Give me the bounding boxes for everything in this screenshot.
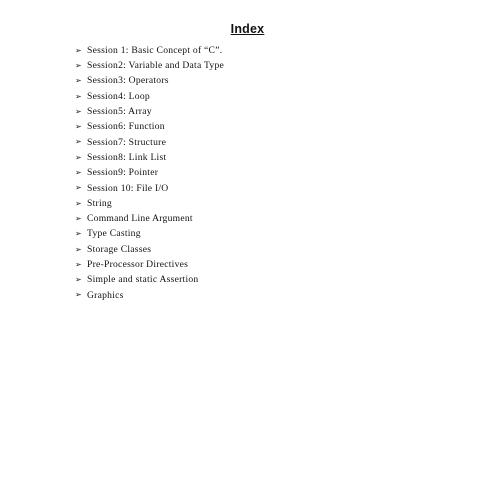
index-item — [75, 119, 224, 134]
index-item — [75, 135, 224, 150]
arrowhead-bullet-icon: ➢ — [75, 60, 82, 70]
index-item — [75, 288, 224, 303]
index-item-label: Graphics — [87, 289, 124, 301]
arrowhead-bullet-icon: ➢ — [75, 122, 82, 132]
arrowhead-bullet-icon: ➢ — [75, 275, 82, 285]
arrowhead-bullet-icon: ➢ — [75, 106, 82, 116]
index-item — [75, 58, 224, 73]
index-item-label: String — [87, 197, 112, 209]
index-item-label: Session5: Array — [87, 106, 152, 118]
arrowhead-bullet-icon: ➢ — [75, 168, 82, 178]
arrowhead-bullet-icon: ➢ — [75, 137, 82, 147]
index-item-label: Session4: Loop — [87, 90, 150, 102]
arrowhead-bullet-icon: ➢ — [75, 229, 82, 239]
index-list — [75, 43, 224, 303]
index-item — [75, 43, 224, 58]
arrowhead-bullet-icon: ➢ — [75, 45, 82, 55]
index-item-label: Command Line Argument — [87, 213, 193, 225]
index-item — [75, 89, 224, 104]
arrowhead-bullet-icon: ➢ — [75, 290, 82, 300]
page-title: Index — [230, 22, 265, 36]
index-item — [75, 196, 224, 211]
index-item-label: Session8: Link List — [87, 151, 167, 163]
index-item-label: Session 10: File I/O — [87, 182, 169, 194]
index-item — [75, 165, 224, 180]
index-item — [75, 227, 224, 242]
arrowhead-bullet-icon: ➢ — [75, 76, 82, 86]
index-item-label: Session2: Variable and Data Type — [87, 60, 224, 72]
index-item-label: Session9: Pointer — [87, 167, 159, 179]
arrowhead-bullet-icon: ➢ — [75, 198, 82, 208]
arrowhead-bullet-icon: ➢ — [75, 91, 82, 101]
arrowhead-bullet-icon: ➢ — [75, 244, 82, 254]
index-item-label: Session7: Structure — [87, 136, 167, 148]
index-item-label: Storage Classes — [87, 243, 152, 255]
index-item-label: Session6: Function — [87, 121, 165, 133]
index-item — [75, 272, 224, 287]
index-item — [75, 257, 224, 272]
index-item — [75, 104, 224, 119]
index-item-label: Type Casting — [87, 228, 141, 240]
index-item-label: Simple and static Assertion — [87, 274, 199, 286]
arrowhead-bullet-icon: ➢ — [75, 152, 82, 162]
index-item-label: Session 1: Basic Concept of “C”. — [87, 44, 223, 56]
index-item — [75, 242, 224, 257]
arrowhead-bullet-icon: ➢ — [75, 213, 82, 223]
index-item-label: Pre-Processor Directives — [87, 259, 189, 270]
index-item — [75, 181, 224, 196]
index-item-label: Session3: Operators — [87, 75, 169, 87]
index-item — [75, 74, 224, 89]
arrowhead-bullet-icon: ➢ — [75, 259, 82, 269]
index-item — [75, 150, 224, 165]
index-item — [75, 211, 224, 226]
arrowhead-bullet-icon: ➢ — [75, 183, 82, 193]
